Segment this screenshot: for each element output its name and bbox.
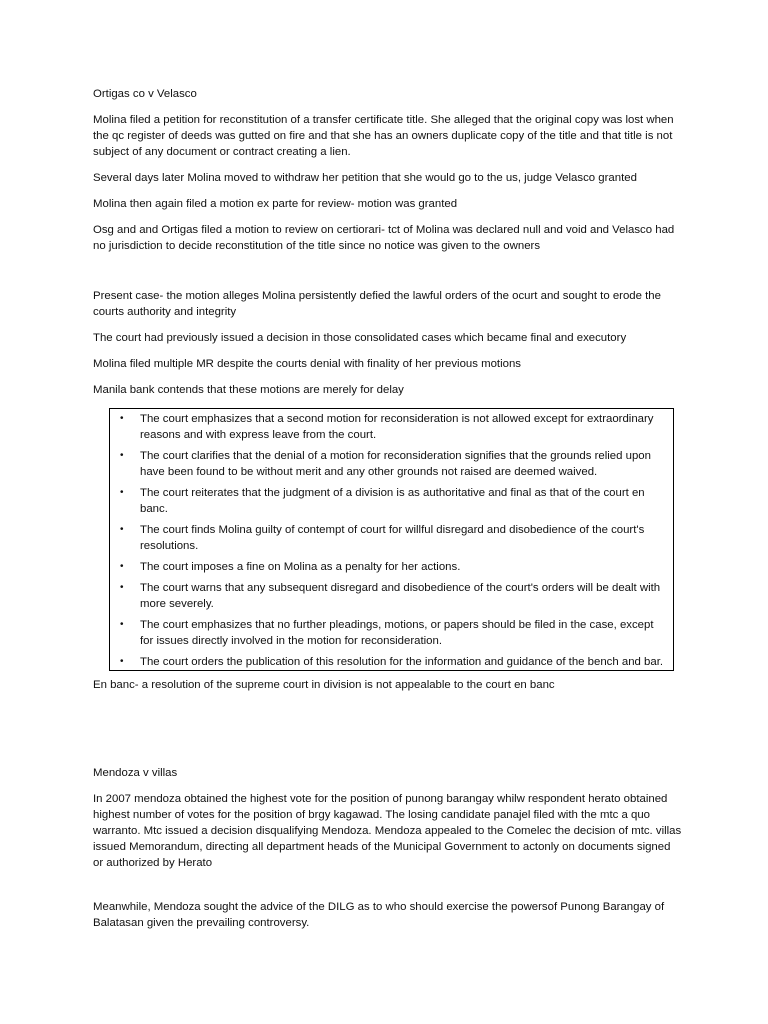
blank-space	[93, 703, 683, 765]
list-item	[116, 654, 669, 670]
list-item	[116, 485, 669, 517]
list-item	[116, 448, 669, 480]
en-banc-note: En banc- a resolution of the supreme court in division is not appealable to the court en banc	[93, 679, 555, 691]
blank-space	[93, 881, 683, 899]
list-item-text: The court emphasizes that no further pleadings, motions, or papers should be filed in the case, except for issues directly involved in the motion for reconsideration.	[140, 619, 654, 647]
list-item-text: The court emphasizes that a second motion for reconsideration is not allowed except for extraordinary reasons and with express leave from the court.	[140, 413, 654, 441]
list-item	[116, 522, 669, 554]
paragraph: Present case- the motion alleges Molina persistently defied the lawful orders of the ocurt and sought to erode the courts authority and integrity	[93, 290, 661, 318]
list-item	[116, 411, 669, 443]
paragraph: Osg and and Ortigas filed a motion to review on certiorari- tct of Molina was declared null and void and Velasco had no jurisdiction to decide reconstitution of the title since no notice was given to the owners	[93, 224, 675, 252]
bullet-icon: •	[120, 582, 124, 593]
paragraph: The court had previously issued a decision in those consolidated cases which became final and executory	[93, 332, 627, 344]
list-item-text: The court warns that any subsequent disregard and disobedience of the court's orders will be dealt with more severely.	[140, 582, 661, 610]
bullet-icon: •	[120, 524, 124, 535]
bullet-icon: •	[120, 487, 124, 498]
blank-space	[93, 264, 683, 288]
case-title-ortigas: Ortigas co v Velasco	[93, 88, 197, 100]
bullet-icon: •	[120, 450, 124, 461]
bullet-icon: •	[120, 413, 124, 424]
list-item-text: The court finds Molina guilty of contempt of court for willful disregard and disobedience of the court's resolutions.	[140, 524, 645, 552]
bullet-icon: •	[120, 619, 124, 630]
bullet-list-box	[109, 408, 674, 671]
paragraph: Several days later Molina moved to withdraw her petition that she would go to the us, judge Velasco granted	[93, 172, 637, 184]
list-item	[116, 559, 669, 575]
bullet-list	[116, 411, 669, 670]
paragraph: Molina filed multiple MR despite the courts denial with finality of her previous motions	[93, 358, 521, 370]
list-item-text: The court imposes a fine on Molina as a penalty for her actions.	[140, 561, 461, 573]
paragraph: Meanwhile, Mendoza sought the advice of the DILG as to who should exercise the powersof Punong Barangay of Balatasan given the prevailing controversy.	[93, 901, 665, 929]
bullet-icon: •	[120, 561, 124, 572]
paragraph: Molina filed a petition for reconstitution of a transfer certificate title. She alleged that the original copy was lost when the qc register of deeds was gutted on fire and that she has an owners duplicate copy of the title and that title is not subject of any document or contract creating a lien.	[93, 114, 674, 158]
paragraph: Molina then again filed a motion ex parte for review- motion was granted	[93, 198, 458, 210]
case-title-mendoza: Mendoza v villas	[93, 767, 178, 779]
paragraph: Manila bank contends that these motions are merely for delay	[93, 384, 404, 396]
list-item	[116, 617, 669, 649]
paragraph: In 2007 mendoza obtained the highest vote for the position of punong barangay whilw respondent herato obtained highest number of votes for the position of brgy kagawad. The losing candidate panajel filed with the mtc a quo warranto. Mtc issued a decision disqualifying Mendoza. Mendoza appealed to the Comelec the decision of mtc. villas issued Memorandum, directing all department heads of the Municipal Government to actonly on documents signed or authorized by Herato	[93, 793, 682, 869]
list-item-text: The court reiterates that the judgment of a division is as authoritative and final as that of the court en banc.	[140, 487, 645, 515]
bullet-icon: •	[120, 656, 124, 667]
list-item	[116, 580, 669, 612]
list-item-text: The court orders the publication of this resolution for the information and guidance of the bench and bar.	[140, 656, 664, 668]
document-page	[93, 86, 683, 941]
list-item-text: The court clarifies that the denial of a motion for reconsideration signifies that the grounds relied upon have been found to be without merit and any other grounds not raised are deemed waived.	[140, 450, 651, 478]
